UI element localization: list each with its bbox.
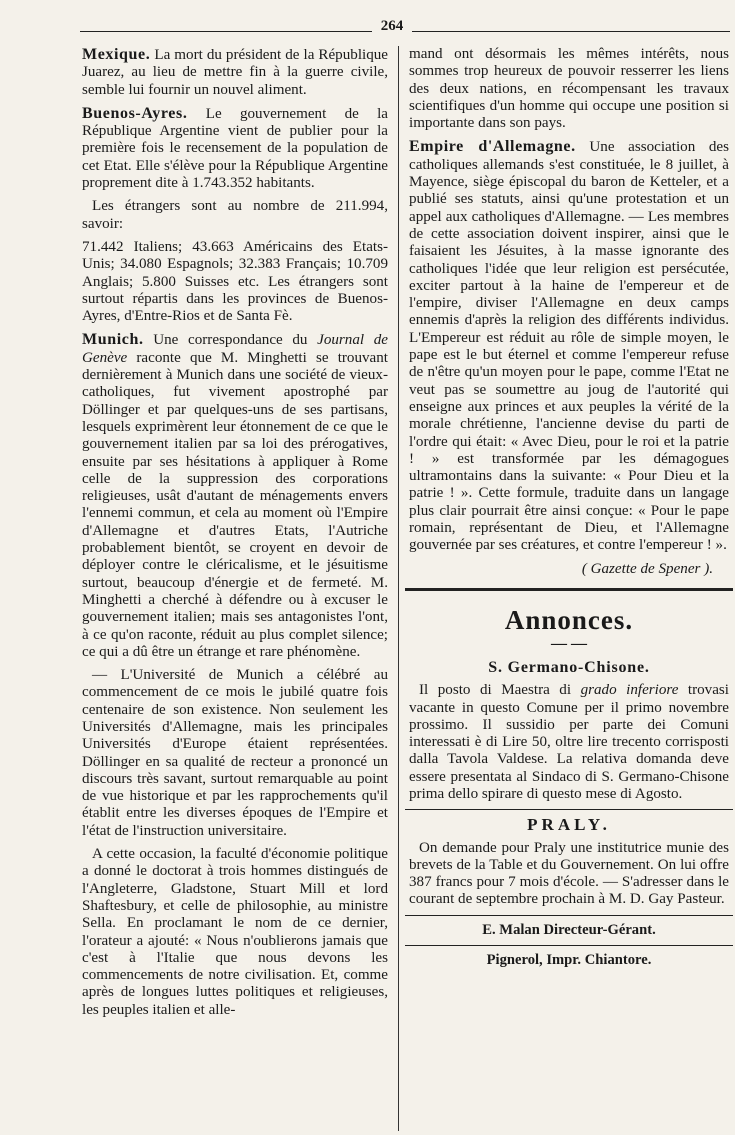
buenos-paragraph-2: Les étrangers sont au nombre de 211.994, savoir: xyxy=(82,198,388,232)
praly-notice: On demande pour Praly une institutrice munie des brevets de la Table et du Gouvernement. On lui offre 387 francs pour 7 mois d'école. — S'adresser dans le courant de septembre prochain à M. D. Gay Pasteur. xyxy=(409,839,729,908)
munich-body-a: Une correspondance du xyxy=(153,332,318,349)
column-divider xyxy=(398,46,399,1131)
buenos-body: Le gouvernement de la République Argentine vient de publier pour la première fois le recensement de la population de cet Etat. Elle s'élève pour la République Argentine proprement dite à 1.743.352 habitants. xyxy=(82,105,388,192)
right-column xyxy=(409,46,729,969)
section-rule xyxy=(405,588,733,591)
left-column xyxy=(82,46,388,1025)
munich-journal-title: Journal de Genève xyxy=(82,332,388,366)
page-number: 264 xyxy=(372,18,412,35)
empire-source: ( Gazette de Spener ). xyxy=(581,560,713,577)
annonces-title: Annonces. xyxy=(504,604,634,635)
germano-title: S. Germano-Chisone. xyxy=(488,658,650,676)
director-line: E. Malan Directeur-Gérant. xyxy=(482,921,656,938)
germano-notice xyxy=(409,682,729,803)
germano-body-b: trovasi vacante in questo Comune per il primo novembre prossimo. Il sussidio per parte dei Comuni interessati è di Lire 50, oltre lire trecento corrisposti dalla Tavola Valdese. La relativa domanda deve essere presentata al Sindaco di S. Germano-Chisone prima dello spirare di questo mese di Agosto. xyxy=(409,682,729,802)
article-munich xyxy=(82,331,388,661)
buenos-paragraph-3: 71.442 Italiens; 43.663 Américains des Etats-Unis; 34.080 Espagnols; 32.383 Français; 10.709 Anglais; 5.800 Suisses etc. Les étrangers sont surtout répartis dans les provinces de Buenos-Ayres, d'Entre-Rios et de Santa Fè. xyxy=(82,238,388,325)
germano-grado: grado inferiore xyxy=(580,682,679,699)
footer-rule-1 xyxy=(405,915,733,916)
printer-line: Pignerol, Impr. Chiantore. xyxy=(486,952,652,969)
notice-rule xyxy=(405,809,733,810)
continued-paragraph: mand ont désormais les mêmes intérêts, nous sommes trop heureux de pouvoir resserrer les liens des deux nations, en récompensant les travaux scientifiques d'un homme qui occupe une position si importante dans son pays. xyxy=(409,46,729,132)
heading-munich: Munich. xyxy=(82,331,144,349)
heading-mexique: Mexique. xyxy=(82,46,151,63)
article-mexique xyxy=(82,46,388,99)
praly-title: PRALY. xyxy=(527,815,611,835)
germano-body-a: Il posto di Maestra di xyxy=(419,682,581,699)
munich-body-b: raconte que M. Minghetti se trouvant dernièrement à Munich dans une société de vieux-catholiques, fut vivement apostrophé par Döllinger et par quelques-uns de ses partisans, lesquels exprimèrent leur étonnement de ce que le gouvernement italien par sa loi des prérogatives, ensuite par ses hésitations à appliquer à Rome celle de la suppression des corporations religieuses, usât d'autant de ménagements envers l'ennemi commun, et cela au moment où l'Empire d'Allemagne et d'autres Etats, l'Autriche probablement bientôt, se croyent en devoir de déployer contre le cléricalisme, et le jésuitisme surtout, beaucoup d'énergie et de fermeté. M. Minghetti a cherché à défendre ou à excuser le gouvernement italien; mais ses antagonistes l'ont, à ce qu'on raconte, réduit au plus complet silence; ce qui a dû être un étrange et rare phénomène. xyxy=(82,349,388,660)
article-empire xyxy=(409,138,729,554)
annonces-dash: — — xyxy=(551,634,587,652)
universite-paragraph: — L'Université de Munich a célébré au commencement de ce mois le jubilé quatre fois centenaire de son existence. Non seulement les Universités d'Allemagne, mais les principales Universités d'Europe étaient représentées. Döllinger en sa qualité de recteur a prononcé un discours très savant, surtout remarquable au point de vue historique et par les rapprochements qu'il établit entre les diverses époques de l'Empire et l'état de l'instruction universitaire. xyxy=(82,667,388,839)
article-buenos-ayres xyxy=(82,105,388,192)
heading-buenos-ayres: Buenos-Ayres. xyxy=(82,104,188,122)
mexique-body: La mort du président de la République Juarez, au lieu de mettre fin à la guerre civile, semble lui fournir un nouvel aliment. xyxy=(82,47,388,98)
heading-empire: Empire d'Allemagne. xyxy=(409,138,576,156)
empire-body: Une association des catholiques allemands s'est constituée, le 8 juillet, à Mayence, siège épiscopal du baron de Ketteler, et a publié ses statuts, ainsi qu'une protestation et un appel aux catholiques d'Allemagne. — Les membres de cette association doivent inspirer, ainsi que le faisaient les Jésuites, à la masse ignorante des catholiques l'idée que leur religion est persécutée, exciter partout à la haine de l'empereur et de l'empire, diviser l'Allemagne en deux camps ennemis d'après la religion des différents individus. L'Empereur est réduit au rôle de simple moyen, le pape est le but éternel et comme l'empereur refuse de n'être qu'un moyen pour le pape, comme l'Etat ne veut pas se soumettre au joug de l'autorité qui enseigne aux princes et aux peuples la vérité de la morale chrétienne, l'ancienne devise du parti de l'ordre qui était: « Avec Dieu, pour le roi et la patrie ! » est transformée par les démagogues ultramontains dans la suivante: « Pour Dieu et la patrie ! ». Cette formule, traduite dans un langage plus clair pourrait être ainsi conçue: « Pour le pape romain, représentant de Dieu, et l'Allemagne gouvernée par ses créatures, et contre l'empereur ! ». xyxy=(409,139,729,554)
footer-rule-2 xyxy=(405,945,733,946)
occasion-paragraph: A cette occasion, la faculté d'économie politique a donné le doctorat à trois hommes distingués de l'Angleterre, Gladstone, Stuart Mill et lord Shaftesbury, et celle de philosophie, au ministre Sella. En proclamant le nom de ce dernier, l'orateur a ajouté: « Nous n'oublierons jamais que c'est à l'Italie que nous devons les commencements de notre civilisation. Et, comme après de longues luttes politiques et religieuses, les peuples italien et alle- xyxy=(82,846,388,1018)
